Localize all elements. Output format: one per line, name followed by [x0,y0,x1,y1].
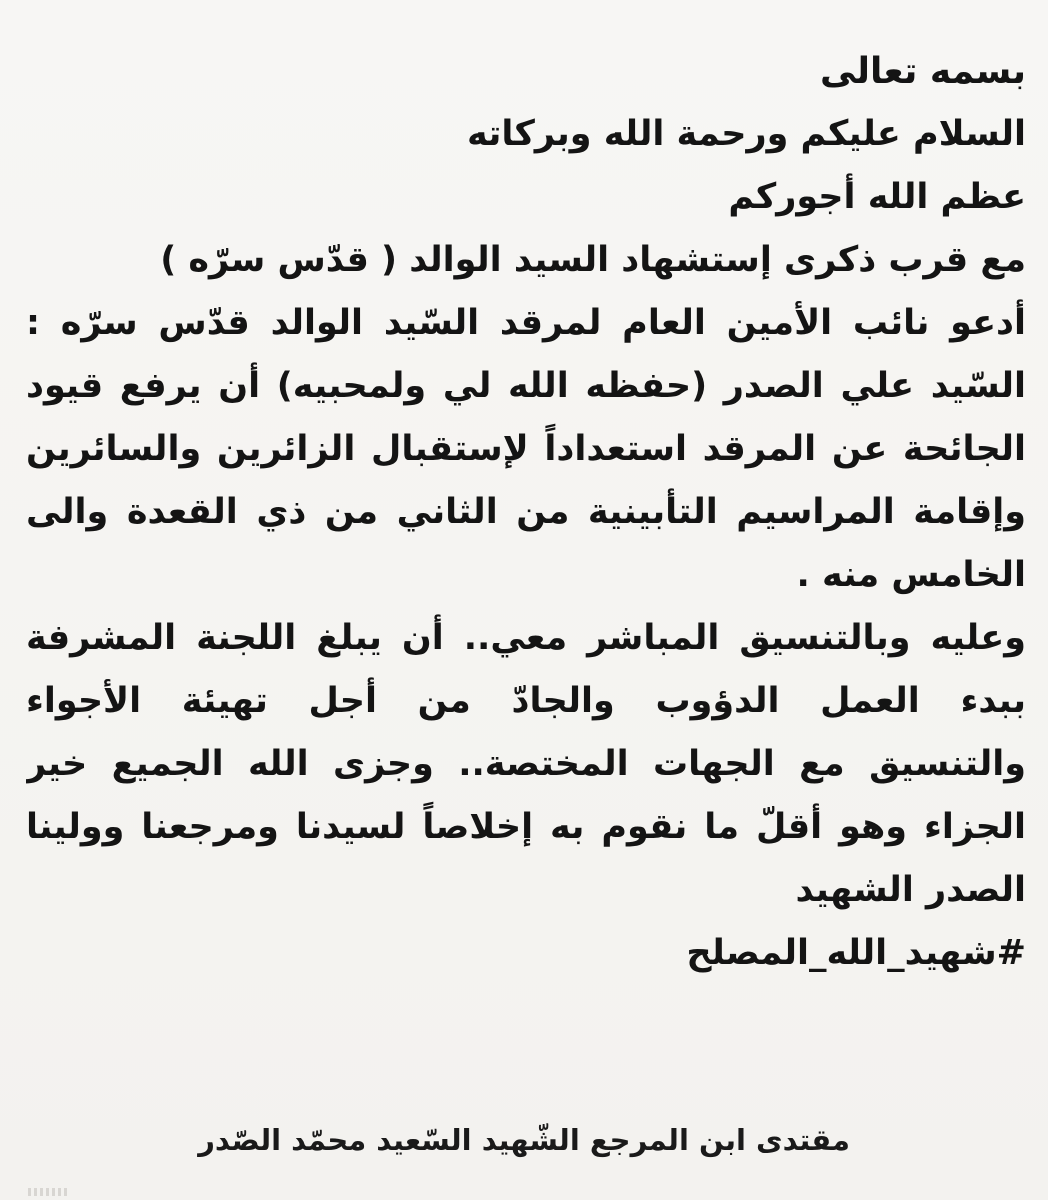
opening-line: بسمه تعالى [820,51,1026,92]
body-line-2: أدعو نائب الأمين العام لمرقد السّيد الوالد قدّس سرّه : [26,303,1026,343]
body-line-9: والتنسيق مع الجهات المختصة.. وجزى الله الجميع خير [26,744,1026,784]
greeting-line: السلام عليكم ورحمة الله وبركاته [466,114,1026,154]
margin-speck [28,1188,68,1196]
hashtag-line: #شهيد_الله_المصلح [686,933,1026,973]
body-line-4: الجائحة عن المرقد استعداداً لإستقبال الزائرين والسائرين [26,429,1026,469]
body-line-11: الصدر الشهيد [795,870,1026,910]
body-line-5: وإقامة المراسيم التأبينية من الثاني من ذي القعدة والى [26,492,1026,532]
body-line-7: وعليه وبالتنسيق المباشر معي.. أن يبلغ اللجنة المشرفة [26,618,1026,658]
condolence-line: عظم الله أجوركم [728,177,1026,217]
body-line-1: مع قرب ذكرى إستشهاد السيد الوالد ( قدّس سرّه ) [160,240,1026,280]
body-line-3: السّيد علي الصدر (حفظه الله لي ولمحبيه) أن يرفع قيود [26,366,1026,406]
body-line-6: الخامس منه . [796,555,1026,595]
body-line-8: ببدء العمل الدؤوب والجادّ من أجل تهيئة الأجواء [26,681,1026,721]
body-line-10: الجزاء وهو أقلّ ما نقوم به إخلاصاً لسيدنا ومرجعنا وولينا [26,807,1026,847]
signature-line: مقتدى ابن المرجع الشّهيد السّعيد محمّد الصّدر [198,1123,850,1157]
letter-body [26,40,1026,985]
